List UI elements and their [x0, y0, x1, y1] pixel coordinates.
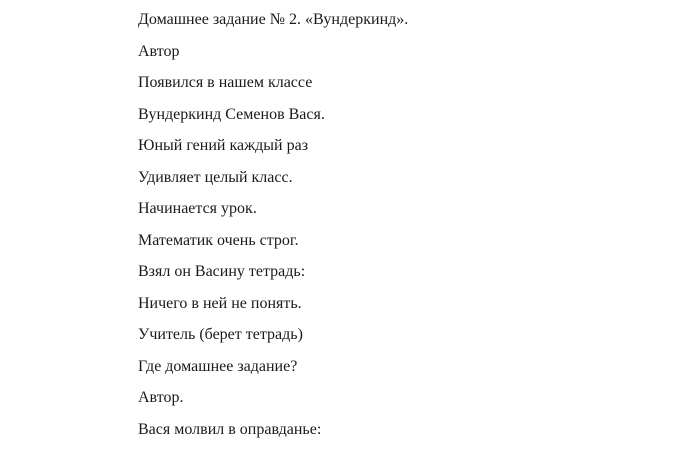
verse-line: Начинается урок. [138, 200, 257, 217]
verse-line: Математик очень строг. [138, 231, 299, 249]
speaker-label: Автор [138, 42, 180, 60]
verse-line: Удивляет целый класс. [138, 168, 293, 186]
document-text [138, 9, 408, 450]
speaker-label: Учитель (берет тетрадь) [138, 326, 303, 343]
speaker-label: Автор. [138, 389, 184, 406]
verse-line: Где домашнее задание? [138, 357, 298, 375]
verse-line: Взял он Васину тетрадь: [138, 263, 306, 280]
verse-line: Юный гений каждый раз [138, 137, 309, 154]
verse-line: Ничего в ней не понять. [138, 294, 302, 312]
verse-line: Вася молвил в оправданье: [138, 420, 322, 438]
verse-line: Появился в нашем классе [138, 74, 313, 91]
verse-line: Вундеркинд Семенов Вася. [138, 105, 325, 123]
document-title: Домашнее задание № 2. «Вундеркинд». [138, 11, 409, 28]
